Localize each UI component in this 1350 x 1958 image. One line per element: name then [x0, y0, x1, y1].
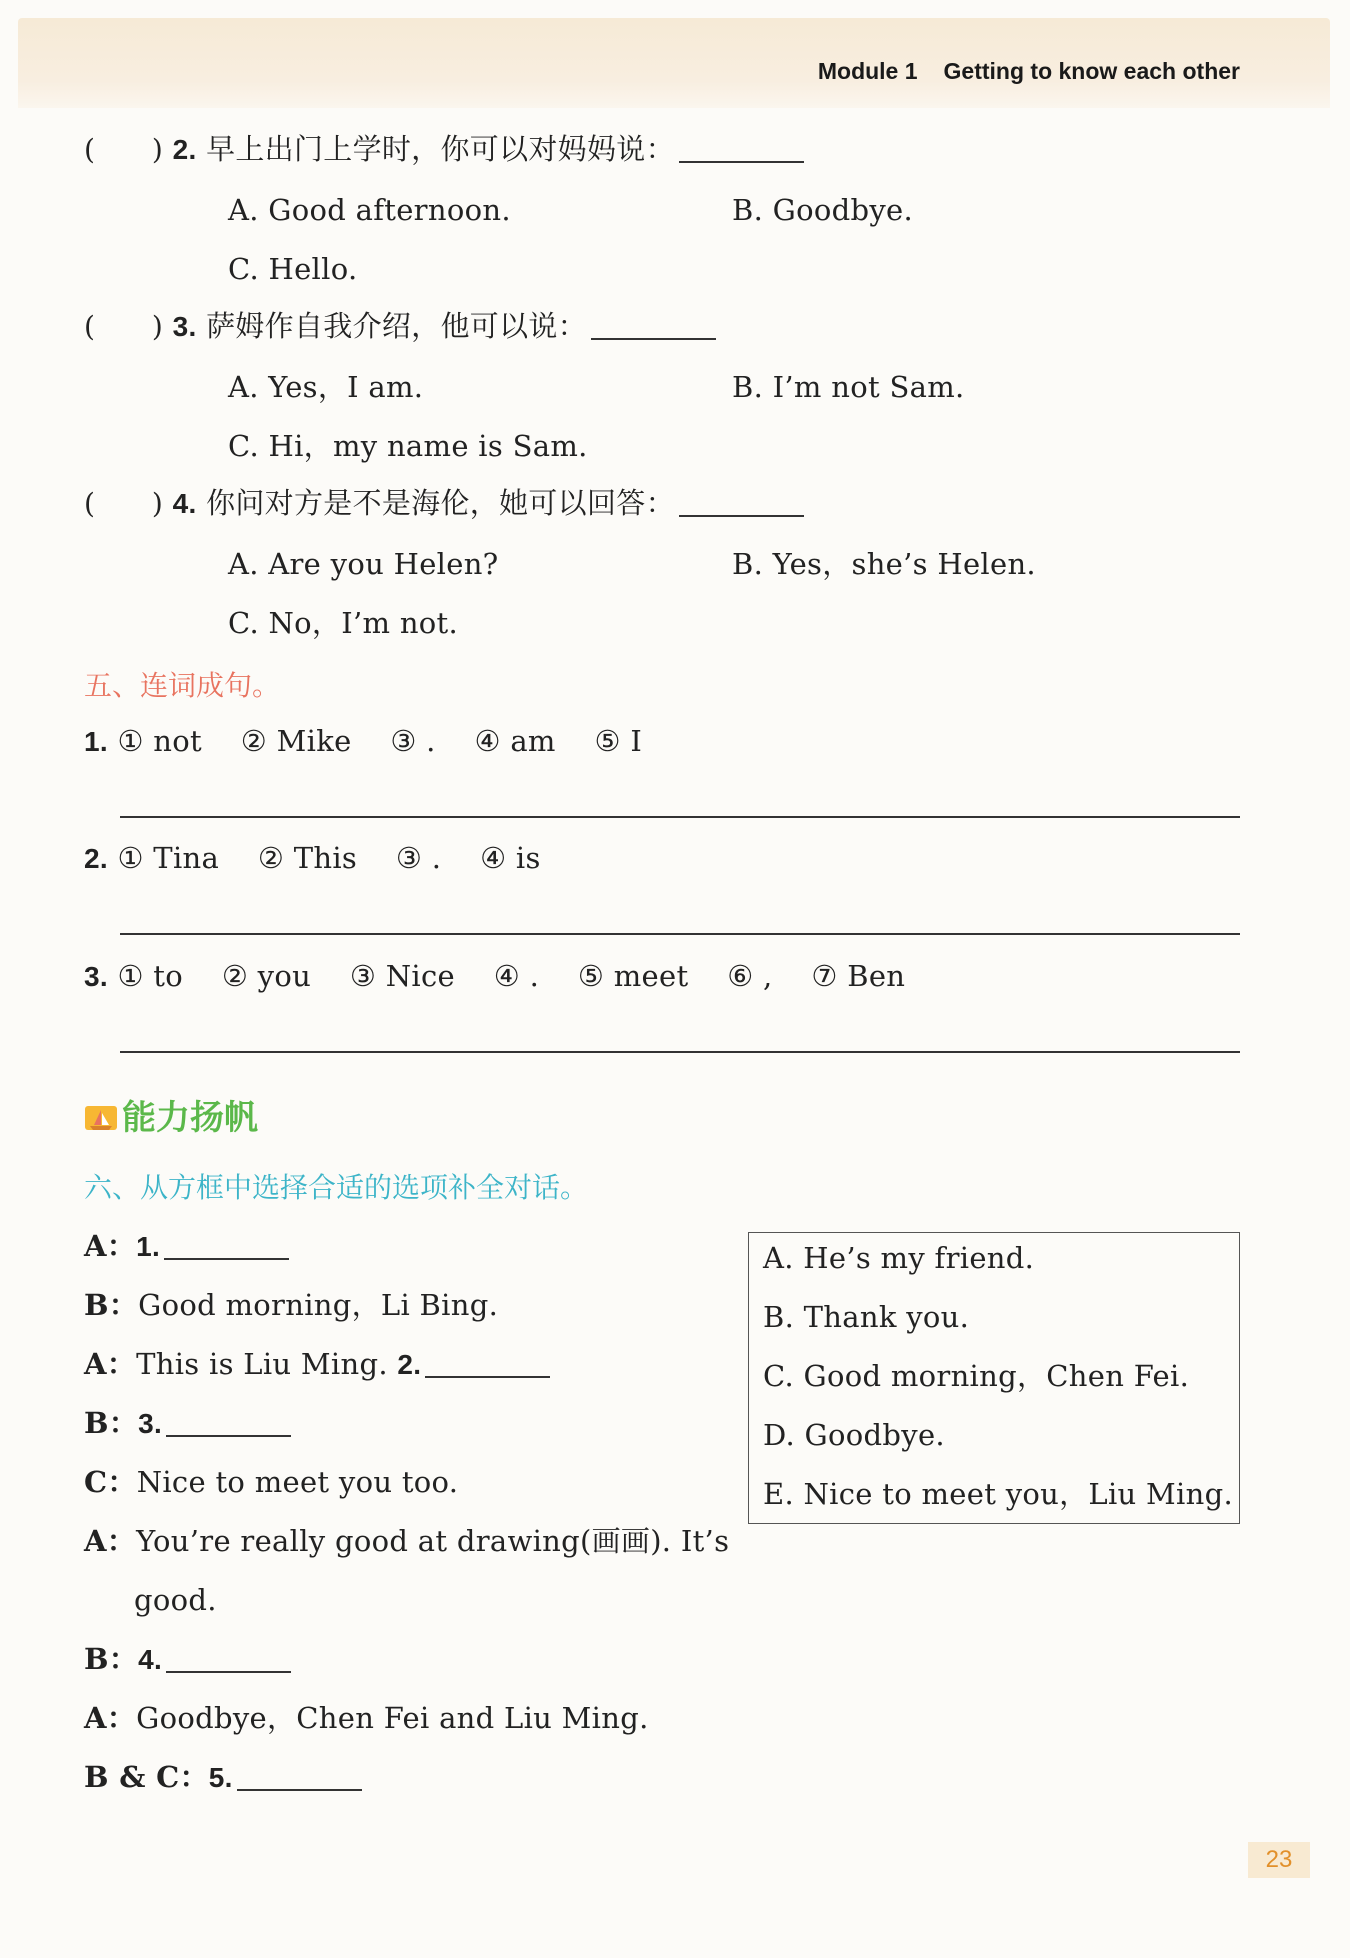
dialogue-line-6-cont: [134, 1583, 217, 1617]
blank-number: 2.: [397, 1349, 422, 1380]
blank-number: 4.: [138, 1644, 163, 1675]
options-box: [748, 1232, 1240, 1524]
answer-paren[interactable]: ( ): [84, 133, 164, 166]
option-a: A. Are you Helen?: [228, 547, 499, 581]
question-4: [84, 486, 804, 521]
question-2: [84, 132, 804, 167]
speaker: C：: [84, 1465, 137, 1499]
speaker: A：: [84, 1347, 137, 1381]
item-number: 1.: [84, 726, 108, 757]
answer-blank[interactable]: [237, 1763, 362, 1791]
option-b: B. I’m not Sam.: [732, 370, 965, 404]
option-c: C. No，I’m not.: [228, 606, 459, 640]
answer-blank[interactable]: [166, 1409, 291, 1437]
box-option-c: C. Good morning，Chen Fei.: [763, 1359, 1190, 1393]
option-b: B. Yes，she’s Helen.: [732, 547, 1036, 581]
box-option-b: B. Thank you.: [763, 1300, 970, 1334]
question-stem: 早上出门上学时，你可以对妈妈说：: [206, 132, 675, 166]
dialogue-line-8: [84, 1701, 649, 1735]
question-stem: 你问对方是不是海伦，她可以回答：: [206, 486, 675, 520]
answer-blank[interactable]: [679, 489, 804, 517]
module-label: Module 1: [817, 58, 918, 84]
speaker: B：: [84, 1288, 139, 1322]
word-list: ① to ② you ③ Nice ④ . ⑤ meet ⑥ , ⑦ Ben: [117, 959, 906, 993]
box-option-e: E. Nice to meet you，Liu Ming.: [763, 1477, 1233, 1511]
answer-blank[interactable]: [164, 1232, 289, 1260]
box-option-d: D. Goodbye.: [763, 1418, 945, 1452]
answer-blank[interactable]: [591, 312, 716, 340]
item-number: 2.: [84, 843, 108, 874]
section-6-title: 六、从方框中选择合适的选项补全对话。: [84, 1171, 589, 1204]
option-a: A. Yes，I am.: [228, 370, 424, 404]
answer-blank[interactable]: [425, 1350, 550, 1378]
answer-paren[interactable]: ( ): [84, 487, 164, 520]
dialogue-line-7: [84, 1642, 291, 1677]
speaker: B & C：: [84, 1760, 209, 1794]
speaker: A：: [84, 1229, 137, 1263]
dialogue-text: Goodbye，Chen Fei and Liu Ming.: [136, 1701, 649, 1735]
speaker: A：: [84, 1701, 137, 1735]
question-number: 3.: [172, 311, 197, 342]
reorder-item-1: [84, 724, 642, 759]
dialogue-text: This is Liu Ming.: [136, 1347, 388, 1381]
question-3: [84, 309, 716, 344]
box-option-a: A. He’s my friend.: [763, 1241, 1035, 1275]
speaker: B：: [84, 1406, 139, 1440]
word-list: ① not ② Mike ③ . ④ am ⑤ I: [117, 724, 643, 758]
option-a: A. Good afternoon.: [228, 193, 511, 227]
question-number: 2.: [172, 134, 197, 165]
dialogue-line-4: [84, 1406, 291, 1441]
module-title: Getting to know each other: [943, 58, 1240, 84]
answer-blank[interactable]: [679, 135, 804, 163]
dialogue-line-3: [84, 1347, 550, 1382]
answer-blank[interactable]: [166, 1645, 291, 1673]
option-c: C. Hello.: [228, 252, 358, 286]
dialogue-text: good.: [134, 1583, 217, 1617]
dialogue-text: Nice to meet you too.: [136, 1465, 459, 1499]
dialogue-line-2: [84, 1288, 498, 1322]
dialogue-line-5: [84, 1465, 458, 1499]
reorder-item-3: [84, 959, 905, 994]
ability-title: 能力扬帆: [122, 1098, 258, 1138]
option-b: B. Goodbye.: [732, 193, 914, 227]
dialogue-text: You’re really good at drawing(画画). It’s: [136, 1524, 730, 1558]
reorder-item-2: [84, 841, 541, 876]
question-number: 4.: [172, 488, 197, 519]
sail-icon: [84, 1103, 118, 1133]
answer-line-2[interactable]: [120, 933, 1240, 935]
speaker: A：: [84, 1524, 137, 1558]
dialogue-text: Good morning，Li Bing.: [138, 1288, 499, 1322]
header-title: [818, 58, 1240, 85]
page-number: 23: [1248, 1842, 1310, 1878]
item-number: 3.: [84, 961, 108, 992]
blank-number: 3.: [138, 1408, 163, 1439]
question-stem: 萨姆作自我介绍，他可以说：: [206, 309, 587, 343]
option-c: C. Hi，my name is Sam.: [228, 429, 588, 463]
blank-number: 1.: [136, 1231, 161, 1262]
dialogue-line-9: [84, 1760, 362, 1795]
answer-line-1[interactable]: [120, 816, 1240, 818]
answer-paren[interactable]: ( ): [84, 310, 164, 343]
speaker: B：: [84, 1642, 139, 1676]
answer-line-3[interactable]: [120, 1051, 1240, 1053]
ability-heading: [84, 1090, 258, 1139]
section-5-title: 五、连词成句。: [84, 669, 281, 702]
blank-number: 5.: [208, 1762, 233, 1793]
dialogue-line-1: [84, 1229, 289, 1264]
dialogue-line-6: [84, 1524, 729, 1558]
word-list: ① Tina ② This ③ . ④ is: [117, 841, 541, 875]
